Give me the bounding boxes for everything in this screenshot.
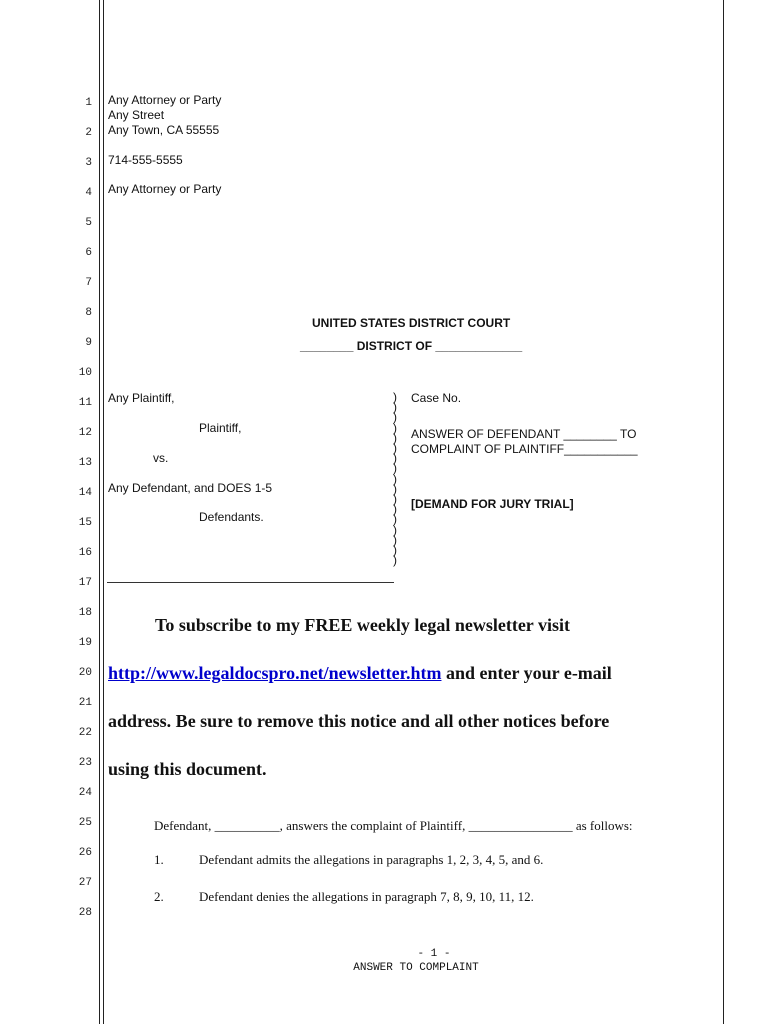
- line-number: 4: [85, 187, 92, 199]
- defendant-role: Defendants.: [199, 510, 264, 524]
- line-number: 11: [78, 397, 92, 409]
- item-text: Defendant denies the allegations in paragraph 7, 8, 9, 10, 11, 12.: [199, 889, 534, 904]
- line-number: 12: [78, 427, 92, 439]
- line-number: 16: [78, 547, 92, 559]
- page-number: - 1 -: [417, 948, 451, 960]
- defendant-name: Any Defendant, and DOES 1-5: [108, 481, 273, 495]
- attorney-name: Any Attorney or Party: [108, 93, 222, 107]
- left-margin-rule-outer: [99, 0, 100, 1024]
- item-number: 2.: [154, 889, 164, 904]
- attorney-for: Any Attorney or Party: [108, 182, 222, 196]
- newsletter-link[interactable]: http://www.legaldocspro.net/newsletter.htm: [108, 663, 442, 683]
- plaintiff-name: Any Plaintiff,: [108, 391, 175, 405]
- line-number: 20: [78, 667, 92, 679]
- line-number: 9: [85, 337, 92, 349]
- caption-divider-line: [107, 582, 394, 583]
- line-number: 22: [78, 727, 92, 739]
- line-number: 2: [85, 127, 92, 139]
- footer-title: ANSWER TO COMPLAINT: [353, 962, 479, 974]
- notice-line2-rest: and enter your e-mail: [441, 663, 612, 683]
- answer-intro: Defendant, __________, answers the complaint of Plaintiff, ________________ as follows:: [154, 818, 633, 833]
- line-number: 23: [78, 757, 92, 769]
- line-number: 6: [85, 247, 92, 259]
- case-number-label: Case No.: [411, 391, 462, 405]
- attorney-city: Any Town, CA 55555: [108, 123, 220, 137]
- line-number: 24: [78, 787, 92, 799]
- document-title-line1: ANSWER OF DEFENDANT ________ TO: [411, 427, 637, 441]
- line-number: 8: [85, 307, 92, 319]
- jury-demand: [DEMAND FOR JURY TRIAL]: [411, 497, 574, 511]
- line-number: 5: [85, 217, 92, 229]
- plaintiff-role: Plaintiff,: [199, 421, 242, 435]
- attorney-street: Any Street: [108, 108, 165, 122]
- line-number: 10: [78, 367, 92, 379]
- notice-line2: [108, 662, 612, 684]
- line-number: 1: [85, 97, 92, 109]
- line-number: 28: [78, 907, 92, 919]
- right-margin-rule: [723, 0, 724, 1024]
- line-number: 26: [78, 847, 92, 859]
- line-number: 15: [78, 517, 92, 529]
- notice-line3: address. Be sure to remove this notice and all other notices before: [108, 711, 610, 731]
- item-number: 1.: [154, 852, 164, 867]
- line-number: 7: [85, 277, 92, 289]
- left-margin-rule-inner: [103, 0, 104, 1024]
- line-number: 27: [78, 877, 92, 889]
- document-title-line2: COMPLAINT OF PLAINTIFF___________: [411, 442, 638, 456]
- court-name: UNITED STATES DISTRICT COURT: [312, 316, 511, 330]
- notice-line1: To subscribe to my FREE weekly legal newsletter visit: [155, 615, 570, 635]
- court-district: ________ DISTRICT OF _____________: [300, 339, 523, 353]
- versus-label: vs.: [153, 451, 169, 465]
- line-number: 13: [78, 457, 92, 469]
- line-number: 17: [78, 577, 92, 589]
- attorney-phone: 714-555-5555: [108, 153, 183, 167]
- line-number: 25: [78, 817, 92, 829]
- notice-line4: using this document.: [108, 759, 267, 779]
- line-number: 21: [78, 697, 92, 709]
- line-number: 19: [78, 637, 92, 649]
- line-number: 18: [78, 607, 92, 619]
- line-number: 3: [85, 157, 92, 169]
- caption-paren-column: ) ) ) ) ) ) ) ) ) ) ) ) ) ) ) ) ): [393, 390, 397, 568]
- line-number: 14: [78, 487, 92, 499]
- item-text: Defendant admits the allegations in paragraphs 1, 2, 3, 4, 5, and 6.: [199, 852, 544, 867]
